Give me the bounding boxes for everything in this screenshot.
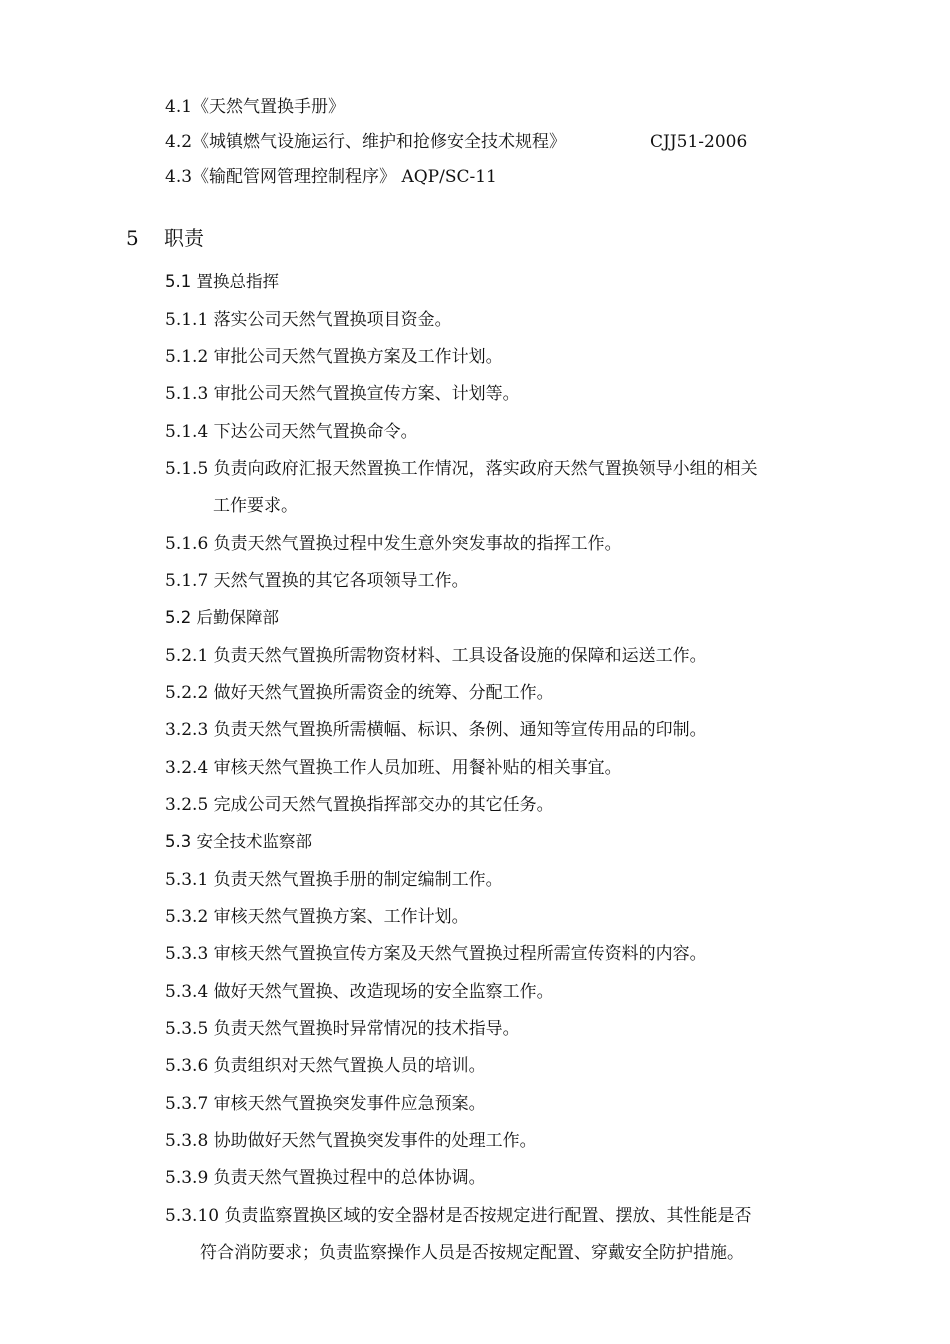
list-item: 5.1.7 天然气置换的其它各项领导工作。 [165,571,469,591]
section-number: 5 [126,226,139,250]
list-item: 3.2.4 审核天然气置换工作人员加班、用餐补贴的相关事宜。 [165,758,622,778]
reference-line: 4.3《输配管网管理控制程序》 AQP/SC-11 [165,167,497,187]
list-item: 5.2.2 做好天然气置换所需资金的统筹、分配工作。 [165,683,554,703]
subsection-heading: 5.2 后勤保障部 [165,608,279,627]
reference-line: 4.2《城镇燃气设施运行、维护和抢修安全技术规程》 [165,132,567,152]
list-item: 5.3.8 协助做好天然气置换突发事件的处理工作。 [165,1131,537,1151]
list-item: 5.1.4 下达公司天然气置换命令。 [165,422,418,442]
list-item: 5.3.10 负责监察置换区域的安全器材是否按规定进行配置、摆放、其性能是否 [165,1206,752,1226]
list-item-continuation: 工作要求。 [213,496,298,516]
list-item: 5.3.5 负责天然气置换时异常情况的技术指导。 [165,1019,520,1039]
list-item: 5.1.6 负责天然气置换过程中发生意外突发事故的指挥工作。 [165,534,622,554]
list-item: 3.2.3 负责天然气置换所需横幅、标识、条例、通知等宣传用品的印制。 [165,720,707,740]
list-item: 5.3.1 负责天然气置换手册的制定编制工作。 [165,870,503,890]
list-item: 5.2.1 负责天然气置换所需物资材料、工具设备设施的保障和运送工作。 [165,646,707,666]
list-item: 5.1.5 负责向政府汇报天然置换工作情况，落实政府天然气置换领导小组的相关 [165,459,758,479]
list-item: 5.1.1 落实公司天然气置换项目资金。 [165,310,452,330]
list-item: 5.3.2 审核天然气置换方案、工作计划。 [165,907,469,927]
list-item: 5.3.7 审核天然气置换突发事件应急预案。 [165,1094,486,1114]
list-item: 5.1.3 审批公司天然气置换宣传方案、计划等。 [165,384,520,404]
list-item: 5.3.9 负责天然气置换过程中的总体协调。 [165,1168,486,1188]
list-item: 5.1.2 审批公司天然气置换方案及工作计划。 [165,347,503,367]
list-item: 5.3.6 负责组织对天然气置换人员的培训。 [165,1056,486,1076]
reference-line: 4.1《天然气置换手册》 [165,97,346,117]
section-title: 职责 [164,226,204,250]
list-item: 5.3.4 做好天然气置换、改造现场的安全监察工作。 [165,982,554,1002]
list-item-continuation: 符合消防要求；负责监察操作人员是否按规定配置、穿戴安全防护措施。 [200,1243,744,1263]
list-item: 3.2.5 完成公司天然气置换指挥部交办的其它任务。 [165,795,554,815]
subsection-heading: 5.3 安全技术监察部 [165,832,312,851]
list-item: 5.3.3 审核天然气置换宣传方案及天然气置换过程所需宣传资料的内容。 [165,944,707,964]
subsection-heading: 5.1 置换总指挥 [165,272,279,291]
reference-standard-code: CJJ51-2006 [650,132,748,152]
